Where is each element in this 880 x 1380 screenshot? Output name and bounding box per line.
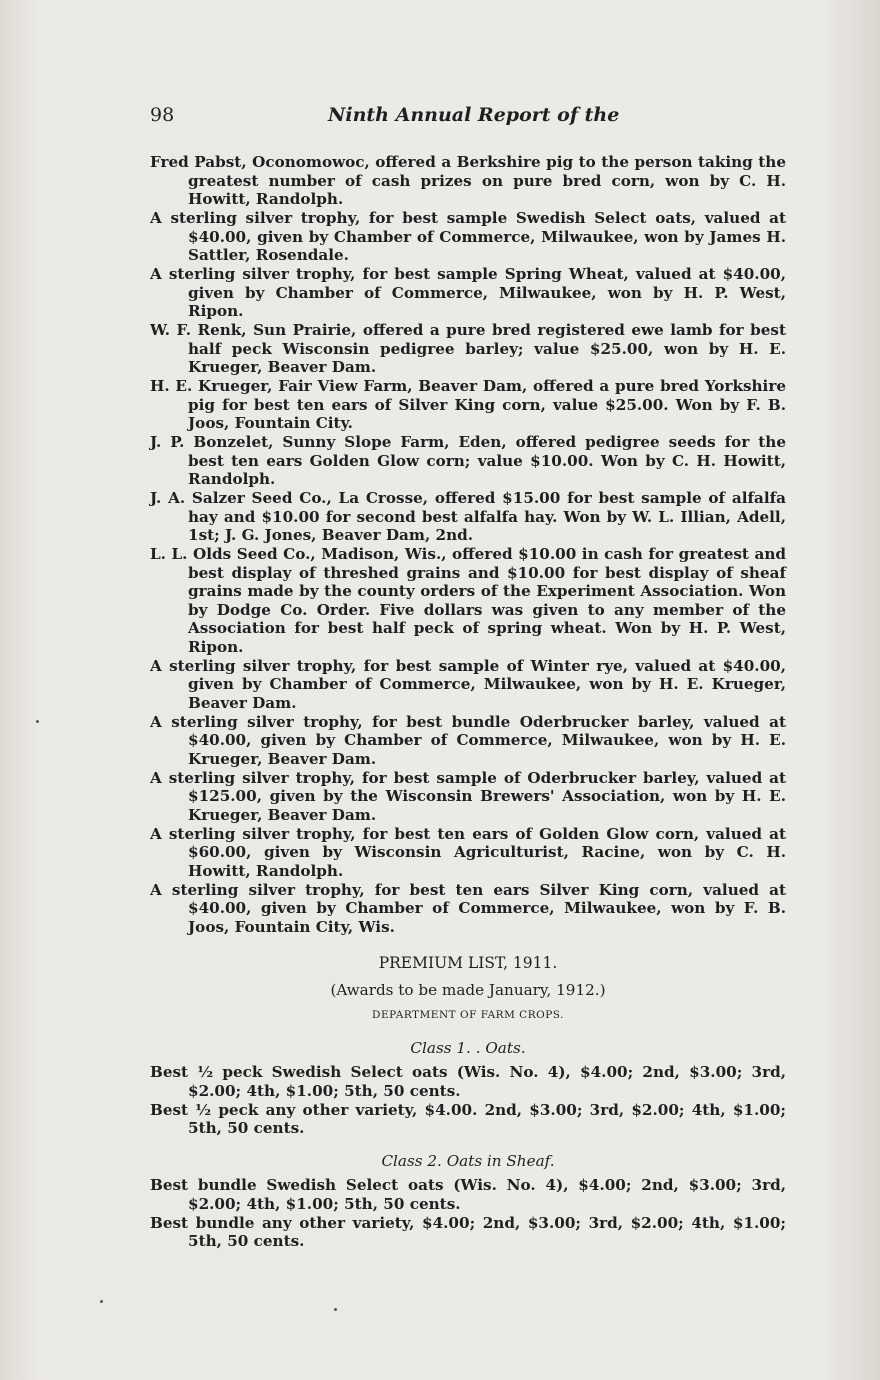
premium-list-subtitle: (Awards to be made January, 1912.) (330, 980, 606, 999)
department-heading: DEPARTMENT OF FARM CROPS. (372, 1009, 564, 1021)
class-heading: Class 1. . Oats. (410, 1038, 526, 1057)
award-entry: A sterling silver trophy, for best sample of Winter rye, valued at $40.00, given by Chamber of Commerce, Milwaukee, won by H. E. Krueger, Beaver Dam. (150, 656, 786, 712)
premium-entry: Best bundle any other variety, $4.00; 2nd, $3.00; 3rd, $2.00; 4th, $1.00; 5th, 50 cents. (150, 1213, 786, 1250)
award-entry: J. A. Salzer Seed Co., La Crosse, offered $15.00 for best sample of alfalfa hay and $10.00 for second best alfalfa hay. Won by W. L. Illian, Adell, 1st; J. G. Jones, Beaver Dam, 2nd. (150, 489, 786, 544)
page-number: 98 (150, 104, 175, 126)
class-heading: Class 2. Oats in Sheaf. (381, 1151, 555, 1170)
running-title: Ninth Annual Report of the (328, 104, 620, 126)
award-entry: A sterling silver trophy, for best ten ears of Golden Glow corn, valued at $60.00, given by Wisconsin Agriculturist, Racine, won by C. H. Howitt, Randolph. (150, 824, 786, 880)
award-entry: J. P. Bonzelet, Sunny Slope Farm, Eden, offered pedigree seeds for the best ten ears Golden Glow corn; value $10.00. Won by C. H. Howitt, Randolph. (150, 433, 786, 488)
award-entry: L. L. Olds Seed Co., Madison, Wis., offered $10.00 in cash for greatest and best display of threshed grains and $10.00 for best display of sheaf grains made by the county orders of the Experiment Association. Won by Dodge Co. Order. Five dollars was given to any member of the Association for best half peck of spring wheat. Won by H. P. West, Ripon. (150, 545, 786, 656)
award-entry: W. F. Renk, Sun Prairie, offered a pure bred registered ewe lamb for best half peck Wisconsin pedigree barley; value $25.00, won by H. E. Krueger, Beaver Dam. (150, 321, 786, 376)
page-body (150, 153, 786, 1251)
award-entry: H. E. Krueger, Fair View Farm, Beaver Dam, offered a pure bred Yorkshire pig for best ten ears of Silver King corn, value $25.00. Won by F. B. Joos, Fountain City. (150, 377, 786, 432)
award-entry: A sterling silver trophy, for best bundle Oderbrucker barley, valued at $40.00, given by Chamber of Commerce, Milwaukee, won by H. E. Krueger, Beaver Dam. (150, 712, 786, 768)
award-entry: A sterling silver trophy, for best sample of Oderbrucker barley, valued at $125.00, given by the Wisconsin Brewers' Association, won by H. E. Krueger, Beaver Dam. (150, 768, 786, 824)
premium-entry: Best ½ peck any other variety, $4.00. 2nd, $3.00; 3rd, $2.00; 4th, $1.00; 5th, 50 cents. (150, 1100, 786, 1137)
award-entry: Fred Pabst, Oconomowoc, offered a Berkshire pig to the person taking the greatest number of cash prizes on pure bred corn, won by C. H. Howitt, Randolph. (150, 153, 786, 208)
scan-speck (334, 1308, 337, 1311)
scan-speck (100, 1300, 103, 1303)
scan-speck (36, 720, 39, 723)
award-entry: A sterling silver trophy, for best sample Spring Wheat, valued at $40.00, given by Chamber of Commerce, Milwaukee, won by H. P. West, Ripon. (150, 265, 786, 320)
premium-list-title: PREMIUM LIST, 1911. (378, 954, 558, 972)
award-entry: A sterling silver trophy, for best ten ears Silver King corn, valued at $40.00, given by Chamber of Commerce, Milwaukee, won by F. B. Joos, Fountain City, Wis. (150, 880, 786, 936)
award-entry: A sterling silver trophy, for best sample Swedish Select oats, valued at $40.00, given by Chamber of Commerce, Milwaukee, won by James H. Sattler, Rosendale. (150, 209, 786, 264)
premium-entry: Best ½ peck Swedish Select oats (Wis. No. 4), $4.00; 2nd, $3.00; 3rd, $2.00; 4th, $1.00; 5th, 50 cents. (150, 1063, 786, 1100)
premium-entry: Best bundle Swedish Select oats (Wis. No. 4), $4.00; 2nd, $3.00; 3rd, $2.00; 4th, $1.00; 5th, 50 cents. (150, 1176, 786, 1213)
awards-list (150, 153, 786, 936)
page-header (150, 104, 790, 130)
